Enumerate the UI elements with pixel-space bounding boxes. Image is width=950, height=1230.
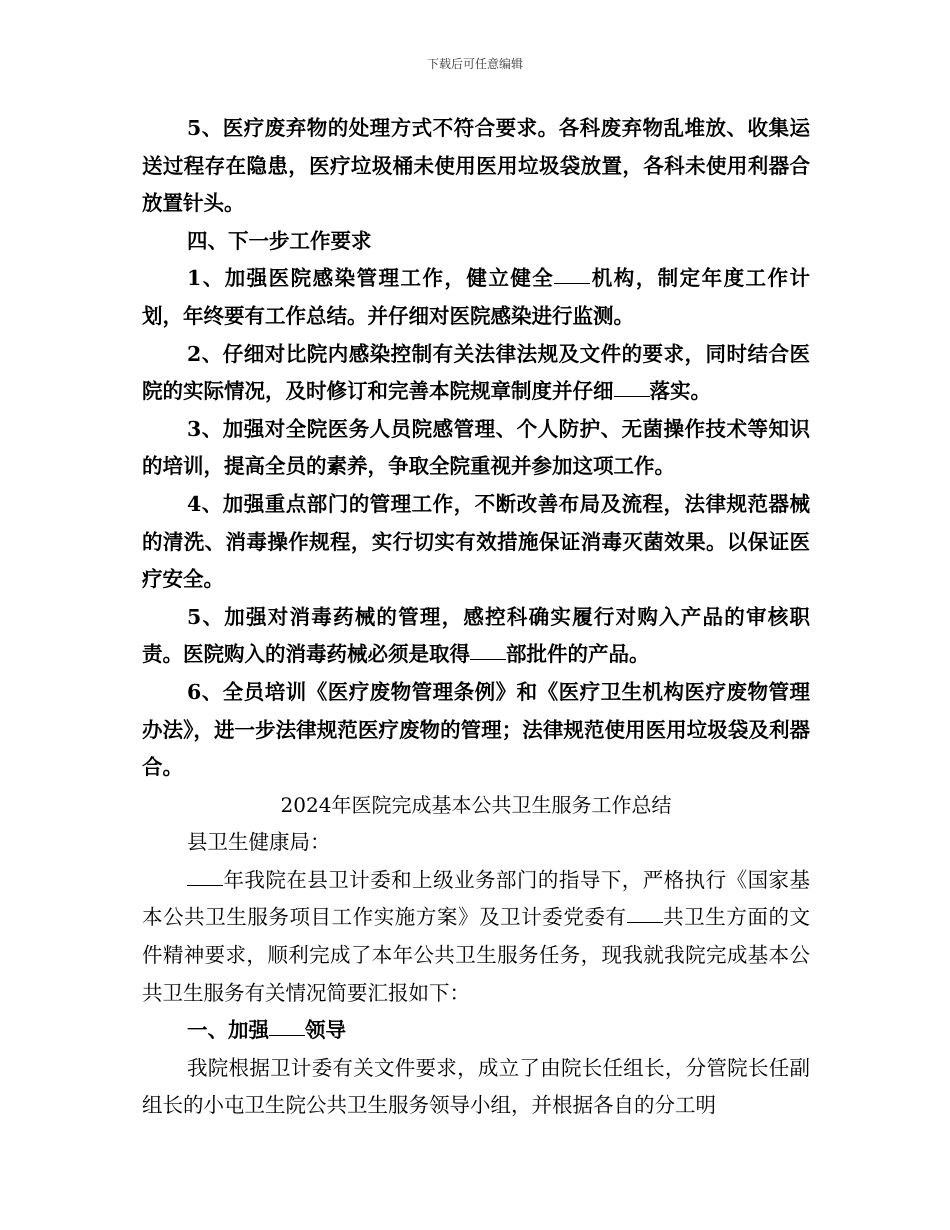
section-heading-next-steps: 四、下一步工作要求: [187, 228, 372, 253]
paragraph-leadership: 我院根据卫计委有关文件要求，成立了由院长任组长，分管院长任副组长的小屯卫生院公共卫生服务领导小组，并根据各自的分工明: [142, 1055, 810, 1118]
blank-line: [627, 921, 663, 923]
blank-line: [554, 282, 590, 284]
text-segment: 部批件的产品。: [506, 642, 650, 667]
paragraph-requirement-1: [142, 260, 810, 335]
blank-line: [187, 884, 223, 886]
paragraph-requirement-6: 6、全员培训《医疗废物管理条例》和《医疗卫生机构医疗废物管理办法》，进一步法律规范医疗废物的管理；法律规范使用医用垃圾袋及利器合。: [142, 679, 810, 780]
paragraph-requirement-2: [142, 336, 810, 411]
text-segment: 2、仔细对比院内感染控制有关法律法规及文件的要求，同时结合医院的实际情况，及时修订和完善本院规章制度并仔细: [142, 341, 810, 404]
paragraph-requirement-4: 4、加强重点部门的管理工作，不断改善布局及流程，法律规范器械的清洗、消毒操作规程，实行切实有效措施保证消毒灭菌效果。以保证医疗安全。: [142, 491, 810, 592]
paragraph-requirement-5: [142, 599, 810, 674]
text-segment: 落实。: [649, 379, 711, 404]
blank-line: [269, 1034, 305, 1036]
paragraph-issue-5: 5、医疗废弃物的处理方式不符合要求。各科废弃物乱堆放、收集运送过程存在隐患，医疗垃圾桶未使用医用垃圾袋放置，各科未使用利器合放置针头。: [142, 116, 810, 216]
blank-line: [614, 395, 650, 397]
text-segment: 机构，制定年度工作计划，年终要有工作总结。并仔细对医院感染进行监测。: [142, 266, 810, 328]
paragraph-requirement-3: 3、加强对全院医务人员院感管理、个人防护、无菌操作技术等知识的培训，提高全员的素养，争取全院重视并参加这项工作。: [142, 416, 810, 479]
text-segment: 5、加强对消毒药械的管理，感控科确实履行对购入产品的审核职责。医院购入的消毒药械必须是取得: [142, 604, 810, 667]
text-segment: 共卫生方面的文件精神要求，顺利完成了本年公共卫生服务任务，现我就我院完成基本公共卫生服务有关情况简要汇报如下：: [142, 905, 811, 1005]
section-heading-leadership: [142, 1012, 810, 1050]
text-segment: 一、加强: [187, 1018, 269, 1043]
text-segment: 年我院在县卫计委和上级业务部门的指导下，严格执行《国家基本公共卫生服务项目工作实施方案》及卫计委党委有: [142, 867, 810, 930]
document-title: 2024年医院完成基本公共卫生服务工作总结: [280, 792, 672, 817]
document-body: [142, 110, 810, 1125]
text-segment: 1、加强医院感染管理工作，健立健全: [187, 266, 555, 291]
page-header: 下载后可任意编辑: [426, 57, 523, 71]
text-segment: 领导: [305, 1018, 346, 1043]
blank-line: [470, 658, 506, 660]
salutation: 县卫生健康局：: [187, 830, 331, 855]
paragraph-intro: [142, 862, 810, 1012]
